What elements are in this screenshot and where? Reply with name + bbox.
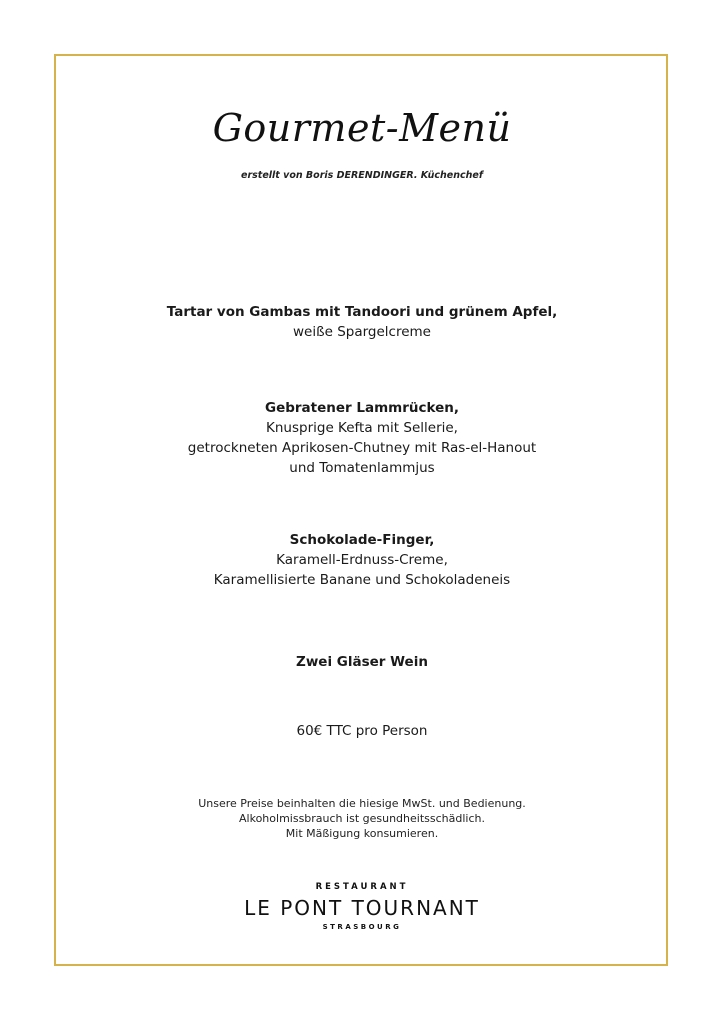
- course-dessert: [0, 530, 724, 590]
- course-description: Karamell-Erdnuss-Creme,: [276, 552, 448, 568]
- menu-price: 60€ TTC pro Person: [296, 723, 428, 739]
- course-name: Tartar von Gambas mit Tandoori und grünem Apfel,: [166, 304, 558, 320]
- course-description: Karamellisierte Banane und Schokoladeneis: [213, 572, 511, 588]
- course-description: und Tomatenlammjus: [289, 460, 435, 476]
- course-name: Schokolade-Finger,: [289, 532, 435, 548]
- chef-credit: erstellt von Boris DERENDINGER. Küchenchef: [241, 170, 483, 181]
- course-starter: [0, 302, 724, 342]
- restaurant-logo: [0, 882, 724, 931]
- course-main: [0, 398, 724, 478]
- logo-restaurant-label: RESTAURANT: [315, 882, 409, 892]
- course-description: weiße Spargelcreme: [293, 324, 431, 340]
- course-description: Knusprige Kefta mit Sellerie,: [266, 420, 458, 436]
- course-name: Gebratener Lammrücken,: [264, 400, 460, 416]
- logo-city: STRASBOURG: [322, 923, 402, 931]
- wine-pairing: Zwei Gläser Wein: [296, 654, 428, 670]
- course-description: getrockneten Aprikosen-Chutney mit Ras-el-Hanout: [187, 440, 537, 456]
- menu-title: Gourmet-Menü: [212, 106, 512, 150]
- note-line: Mit Mäßigung konsumieren.: [285, 827, 439, 840]
- note-line: Unsere Preise beinhalten die hiesige MwSt. und Bedienung.: [198, 797, 526, 810]
- legal-notes: [0, 796, 724, 841]
- logo-name: LE PONT TOURNANT: [244, 896, 480, 920]
- note-line: Alkoholmissbrauch ist gesundheitsschädlich.: [239, 812, 485, 825]
